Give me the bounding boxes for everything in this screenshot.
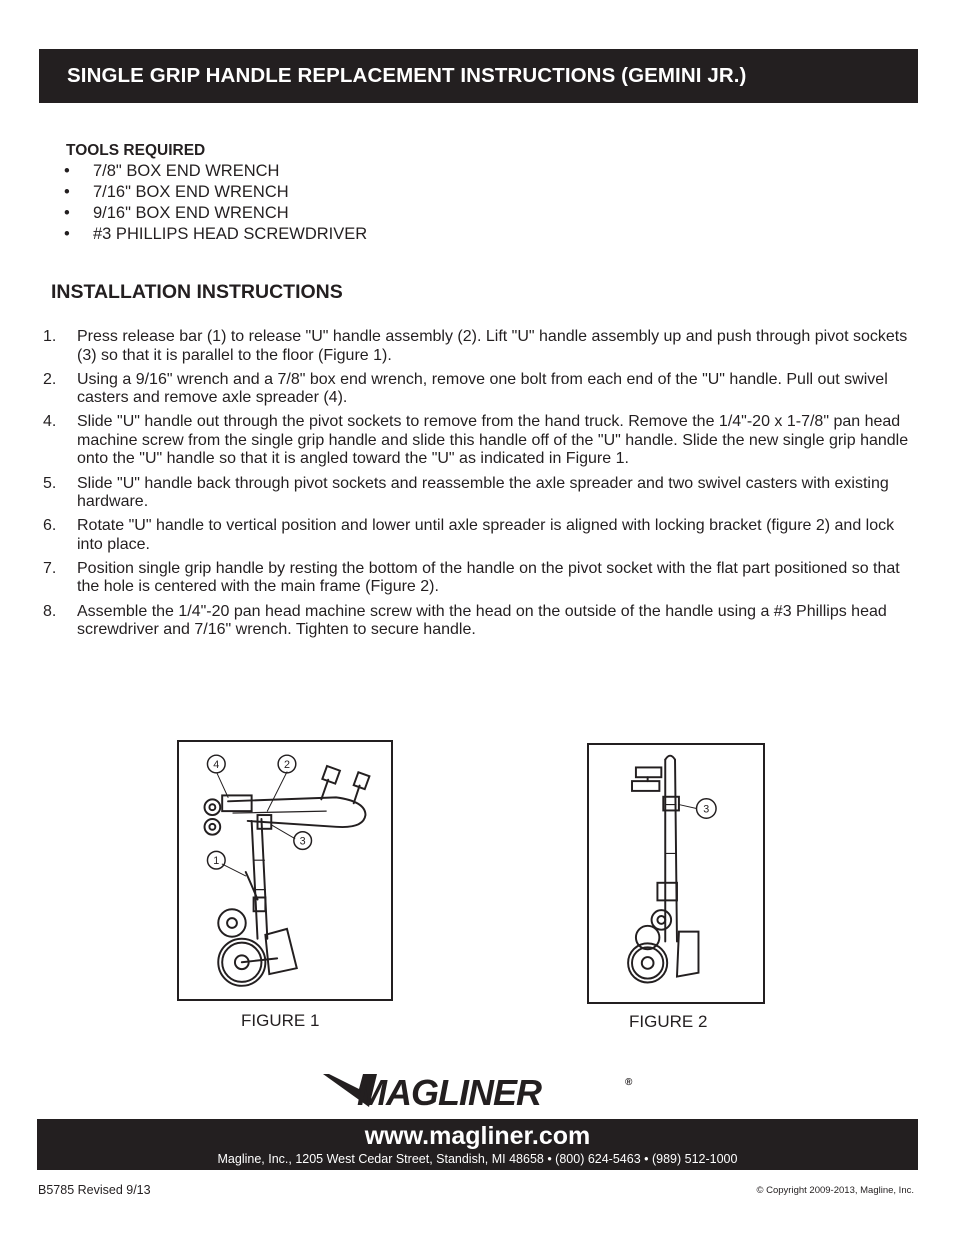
website-link[interactable]: www.magliner.com xyxy=(364,1122,591,1150)
callout-label: 1 xyxy=(213,855,220,868)
step-item xyxy=(43,475,918,512)
tools-list xyxy=(66,161,367,245)
copyright-notice: © Copyright 2009-2013, Magline, Inc. xyxy=(756,1185,914,1196)
step-text: Slide "U" handle out through the pivot sockets to remove from the hand truck. Remove the 1/4"-20 x 1-7/8" pan head machine screw from the single grip handle and slide this handle off of the "U" handle. Slide the new single grip handle onto the "U" handle so that it is angled toward the "U" as indicated in Figure 1. xyxy=(77,413,909,468)
hand-truck-upright-drawing xyxy=(589,745,763,1002)
step-number: 8. xyxy=(43,602,57,620)
figure-2-caption: FIGURE 2 xyxy=(629,1012,708,1031)
callout-label: 3 xyxy=(703,803,710,816)
title-bar xyxy=(39,49,918,103)
figure-2-illustration xyxy=(587,743,765,1004)
page-title: SINGLE GRIP HANDLE REPLACEMENT INSTRUCTIONS (GEMINI JR.) xyxy=(67,64,747,87)
step-number: 1. xyxy=(43,328,57,345)
callout-label: 3 xyxy=(299,835,306,848)
step-text: Slide "U" handle back through pivot sockets and reassemble the axle spreader and two swivel casters with existing hardware. xyxy=(77,474,889,511)
step-item xyxy=(43,603,918,640)
step-text: Position single grip handle by resting the bottom of the handle on the pivot socket with the flat part positioned so that the hole is centered with the main frame (Figure 2). xyxy=(77,559,900,596)
company-address: Magline, Inc., 1205 West Cedar Street, Standish, MI 48658 • (800) 624-5463 • (989) 512-1000 xyxy=(217,1152,738,1166)
magliner-logo xyxy=(323,1073,635,1109)
footer-bar xyxy=(37,1119,918,1170)
step-item xyxy=(43,328,918,365)
registered-mark: ® xyxy=(625,1077,633,1088)
step-number: 4. xyxy=(43,413,57,431)
figure-1-illustration xyxy=(177,740,393,1001)
tools-heading: TOOLS REQUIRED xyxy=(66,142,206,159)
step-number: 2. xyxy=(43,370,57,388)
step-number: 7. xyxy=(43,559,57,577)
tool-item: • 9/16" BOX END WRENCH xyxy=(66,203,367,224)
document-number: B5785 Revised 9/13 xyxy=(38,1183,151,1197)
callout-label: 2 xyxy=(283,758,290,771)
step-text: Press release bar (1) to release "U" handle assembly (2). Lift "U" handle assembly up and push through pivot sockets (3) so that it is parallel to the floor (Figure 1). xyxy=(77,328,908,364)
tools-section xyxy=(66,140,367,245)
step-item xyxy=(43,517,918,554)
tool-item: • #3 PHILLIPS HEAD SCREWDRIVER xyxy=(66,224,367,245)
step-item xyxy=(43,413,918,469)
step-text: Using a 9/16" wrench and a 7/8" box end wrench, remove one bolt from each end of the "U" handle. Pull out swivel casters and remove axle spreader (4). xyxy=(77,370,888,407)
magliner-logo-graphic xyxy=(323,1073,635,1109)
logo-wordmark: MAGLINER xyxy=(357,1073,541,1109)
step-number: 6. xyxy=(43,517,57,535)
hand-truck-horizontal-drawing xyxy=(179,742,391,999)
step-text: Rotate "U" handle to vertical position and lower until axle spreader is aligned with locking bracket (figure 2) and lock into place. xyxy=(77,517,895,553)
tool-item: • 7/8" BOX END WRENCH xyxy=(66,161,367,182)
callout-label: 4 xyxy=(213,758,220,771)
tool-item: • 7/16" BOX END WRENCH xyxy=(66,182,367,203)
figure-1-caption: FIGURE 1 xyxy=(241,1011,320,1030)
step-item xyxy=(43,560,918,597)
step-item xyxy=(43,371,918,408)
step-number: 5. xyxy=(43,474,57,492)
installation-steps xyxy=(43,328,918,645)
step-text: Assemble the 1/4"-20 pan head machine screw with the head on the outside of the handle using a #3 Phillips head screwdriver and 7/16" wrench. Tighten to secure handle. xyxy=(77,602,887,639)
installation-heading: INSTALLATION INSTRUCTIONS xyxy=(51,281,343,303)
